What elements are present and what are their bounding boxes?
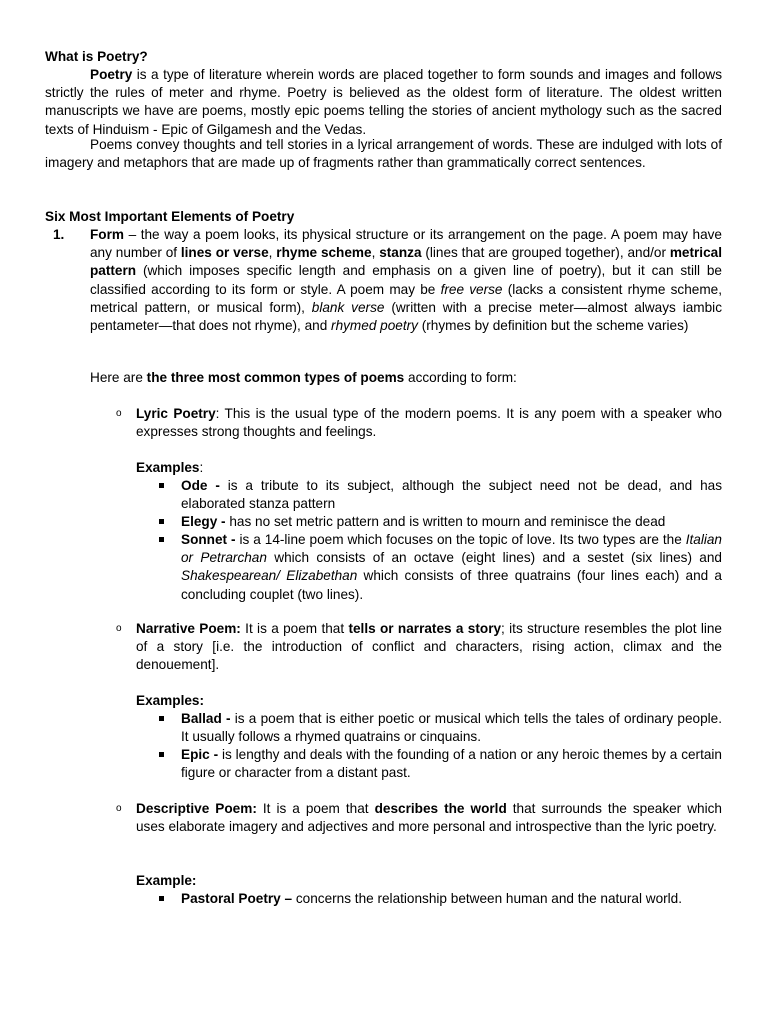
paragraph-poems-convey: Poems convey thoughts and tell stories in a lyrical arrangement of words. These are indulged with lots of imagery and metaphors that are made up of fragments rather than grammatically correct sentences. — [45, 137, 722, 171]
bullet-circle-descriptive: o — [116, 803, 122, 814]
square-bullet-epic — [159, 752, 164, 757]
narrative-examples-label: Examples: — [136, 693, 205, 708]
narrative-poem-description: Narrative Poem: It is a poem that tells or narrates a story; its structure resembles the plot line of a story [i.e. the introduction of conflict and characters, rising action, climax and the denouement]. — [136, 621, 722, 673]
types-intro-line: Here are the three most common types of poems according to form: — [90, 370, 517, 385]
example-sonnet: Sonnet - is a 14-line poem which focuses on the topic of love. Its two types are the Italian or Petrarchan which consists of an octave (eight lines) and a sestet (six lines) and Shakespearean/ Elizabethan which consists of three quatrains (four lines each) and a concluding couplet (two lines). — [181, 532, 722, 602]
list-number-1: 1. — [53, 227, 65, 242]
square-bullet-ballad — [159, 716, 164, 721]
square-bullet-elegy — [159, 519, 164, 524]
descriptive-example-label: Example: — [136, 873, 197, 888]
lyric-poetry-description: Lyric Poetry: This is the usual type of the modern poems. It is any poem with a speaker who expresses strong thoughts and feelings. — [136, 406, 722, 440]
square-bullet-pastoral — [159, 896, 164, 901]
paragraph-poetry-definition: Poetry is a type of literature wherein words are placed together to form sounds and images and follows strictly the rules of meter and rhyme. Poetry is believed as the oldest form of literature. The oldest written manuscripts we have are poems, mostly epic poems telling the stories of ancient mythology such as the sacred texts of Hinduism - Epic of Gilgamesh and the Vedas. — [45, 67, 722, 137]
example-pastoral: Pastoral Poetry – concerns the relationship between human and the natural world. — [181, 891, 683, 906]
bullet-circle-lyric: o — [116, 408, 122, 419]
example-ode: Ode - is a tribute to its subject, although the subject need not be dead, and has elaborated stanza pattern — [181, 478, 723, 512]
term-poetry: Poetry — [90, 67, 133, 82]
bullet-circle-narrative: o — [116, 623, 122, 634]
section-heading-what-is-poetry: What is Poetry? — [45, 49, 148, 64]
section-heading-six-elements: Six Most Important Elements of Poetry — [45, 209, 295, 224]
example-elegy: Elegy - has no set metric pattern and is written to mourn and reminisce the dead — [181, 514, 666, 529]
square-bullet-ode — [159, 483, 164, 488]
lyric-examples-label: Examples: — [136, 460, 204, 475]
example-ballad: Ballad - is a poem that is either poetic or musical which tells the tales of ordinary people. It usually follows a rhymed quatrains or cinquains. — [181, 711, 722, 745]
square-bullet-sonnet — [159, 537, 164, 542]
element-form-description: Form – the way a poem looks, its physical structure or its arrangement on the page. A poem may have any number of lines or verse, rhyme scheme, stanza (lines that are grouped together), and/or metrical pattern (which imposes specific length and emphasis on a given line of poetry), but it can still be classified according to its form or style. A poem may be free verse (lacks a consistent rhyme scheme, metrical pattern, or musical form), blank verse (written with a precise meter—almost always iambic pentameter—that does not rhyme), and rhymed poetry (rhymes by definition but the scheme varies) — [90, 227, 722, 334]
example-epic: Epic - is lengthy and deals with the founding of a nation or any heroic themes by a certain figure or character from a distant past. — [181, 747, 722, 781]
descriptive-poem-description: Descriptive Poem: It is a poem that describes the world that surrounds the speaker which uses elaborate imagery and adjectives and more personal and introspective than the lyric poetry. — [136, 801, 722, 835]
